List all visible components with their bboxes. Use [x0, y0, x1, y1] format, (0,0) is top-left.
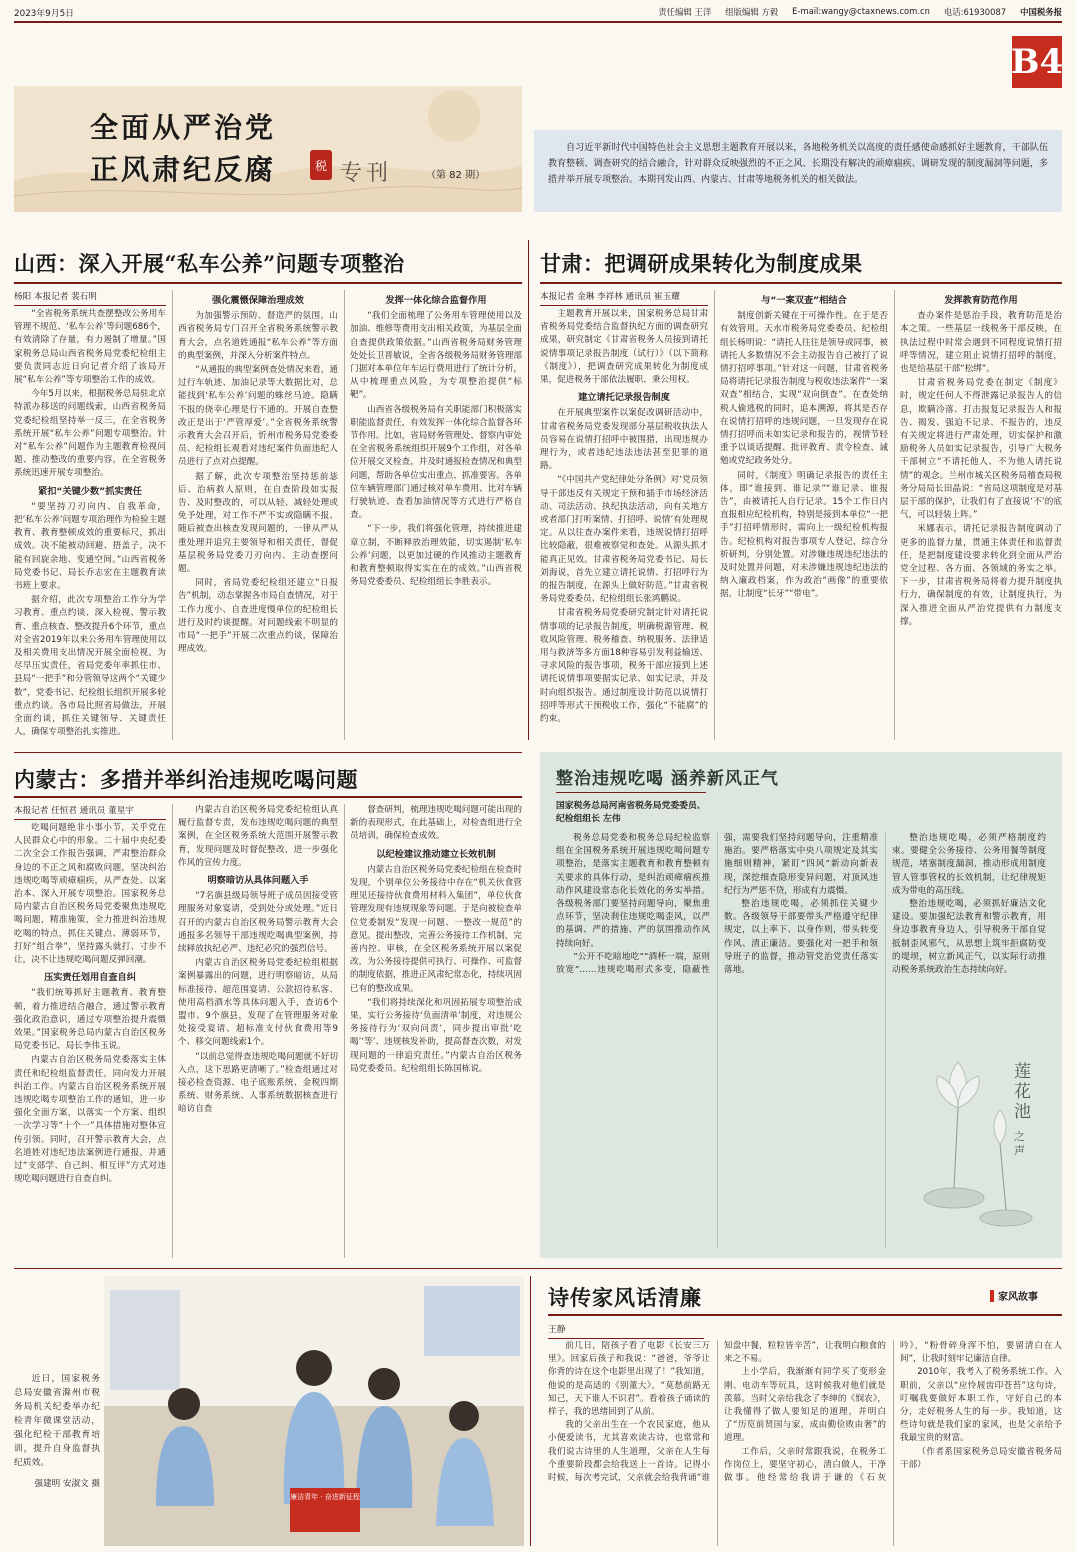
paragraph: 督查研判，梳理违规吃喝问题可能出现的新的表现形式，在此基础上，对检查组进行全员培训，确保检查成效。	[350, 805, 522, 842]
photo-sign-text: 廉洁青年 · 奋进新征程	[290, 1493, 360, 1501]
paragraph: “我们将持续深化和巩固拓展专项整治成果，实行公务接待‘负面清单’制度，对违规公务接待行为‘双向问责’，同步提出审批‘吃喝’‘等’、违规核发补助，提高督查次数，对发现问题的一律追究责任。”内蒙古自治区税务局党委委员、纪检组组长陈国栋说。	[350, 997, 522, 1074]
header-designer: 组版编辑 方毅	[725, 7, 779, 17]
paragraph: 我的父亲出生在一个农民家庭，他从小便爱读书，尤其喜欢读古诗，也常常和我们说古诗里的人生道理，父亲在人生每个重要阶段都会给我送上一首诗。记得小时候，每次考完试，父亲就会给我背诵“谁知盘中餐，粒粒皆辛苦”，让我明白粮食的来之不易。	[548, 1341, 886, 1484]
masthead-issue: （第 82 期）	[426, 170, 486, 181]
photo-caption: 近日，国家税务总局安徽省滁州市税务局机关纪委举办纪检青年微课堂活动，强化纪检干部教育培训，提升自身监督执纪质效。	[14, 1374, 100, 1468]
header-editor: 责任编辑 王洋	[658, 7, 712, 17]
subheading: 强化震慑保障治理成效	[212, 295, 304, 306]
paragraph: 吃喝问题绝非小事小节，关乎党在人民群众心中的形象。二十届中央纪委二次全会工作报告强调，严肃整治群众身边的不正之风和腐败问题，坚决纠治违规吃喝等顽瘴痼疾，从严查处、以案治本、深入开展专项整治。国家税务总局内蒙古自治区税务局党委聚焦违规吃喝问题，精准施策，全力推进纠治违规吃喝的特点，抓住关键点、薄弱环节，打好“组合拳”，坚持露头就打、寸步不让，决不让违规吃喝问题反弹回潮。	[14, 823, 166, 966]
paragraph: 内蒙古自治区税务局党委纪检组根据案例暴露出的问题，进行明察暗访，从局标准接待、超范围宴请、公款招待私客、使用高档酒水等具体问题入手，查访6个盟市、9个旗县，发现了在管理服务对象处接受宴请、超标准支付伙食费用等9个、移交问题线索1个。	[178, 958, 338, 1048]
column-box	[540, 752, 1062, 1258]
column-divider	[344, 290, 345, 740]
family-tag-label: 家风故事	[998, 1292, 1038, 1303]
gansu-col-2	[720, 290, 888, 740]
header-credits	[658, 6, 1062, 18]
gansu-title: 甘肃：把调研成果转化为制度成果	[540, 251, 863, 276]
paragraph: “下一步，我们将强化管理，持续推进建章立制，不断释放治理效能，切实遏制‘私车公养’问题，以更加过硬的作风推动主题教育和教育整顿取得实实在在的成效。”山西省税务局党委委员、纪检组组长李胜表示。	[350, 524, 522, 588]
column-byline: 国家税务总局河南省税务局党委委员、纪检组组长 左伟	[556, 801, 706, 824]
seal-icon: 税	[310, 150, 332, 180]
paragraph: “以前总觉得查违规吃喝问题就不好切入点，这下思路更清晰了。”检查组通过对接必检查资源、电子底账系统、金税四期系统、财务系统、人事系统数据核查进行暗访自查	[178, 1051, 338, 1115]
paragraph: 前几日，陪孩子看了电影《长安三万里》。回家后孩子和我说：“爸爸，爷爷让你背的诗在这个电影里出现了！”我知道，他说的是高适的《别董大》，“莫愁前路无知己，天下谁人不识君”。看着孩子诵读的样子，我的思绪回到了从前。	[548, 1341, 710, 1418]
page-number-badge: B4	[1012, 36, 1062, 88]
paragraph: “公开不吃暗地吃”“酒杯一端，原则放宽”……违规吃喝形式多变，隐蔽性强，需要我们坚持问题导向，注重精准施治。要严格落实中央八项规定及其实施细则精神，紧盯“四风”新动向新表现，深挖细查隐形变异问题，对顶风违纪行为严惩不贷，形成有力震慑。	[556, 833, 878, 976]
column-divider	[714, 290, 715, 740]
subheading: 发挥一体化综合监督作用	[385, 295, 487, 306]
neimeng-title: 内蒙古：多措并举纠治违规吃喝问题	[14, 767, 358, 792]
shanxi-byline: 杨阳 本报记者 裴石明	[14, 290, 166, 306]
column-divider	[172, 804, 173, 1258]
column-divider	[172, 290, 173, 740]
photo-caption-block	[14, 1276, 100, 1552]
section-rule	[14, 752, 522, 753]
header-paper: 中国税务报	[1020, 7, 1062, 17]
subheading: 发挥教育防范作用	[944, 295, 1018, 306]
paragraph: “7名旗县级局领导班子成员因接受管理服务对象宴请，受到处分或处理。”近日召开的内蒙古自治区税务局警示教育大会通报多名领导干部违规吃喝典型案例，持续释放执纪必严、违纪必究的强烈信号。	[178, 891, 338, 955]
masthead-title-1: 全面从严治党	[90, 111, 277, 144]
subheading: 紧扣“关键少数”抓实责任	[38, 485, 142, 497]
subheading: 以纪检建议推动建立长效机制	[376, 848, 496, 860]
neimeng-col-3	[350, 804, 522, 1258]
paragraph: 同时，《制度》明确记录报告的责任主体，即“谁接到、谁记录”“谁记录、谁报告”，由被请托人自行记录。15个工作日内直报相应纪检机构，特别是接到本单位“一把手”打招呼情形时，需向上一级纪检机构报告。纪检机构对报告事项专人登记，综合分析研判，分别处置。对涉嫌违规违纪违法的及时处置并问题，对未涉嫌违规违纪违法的纳入廉政档案，作为政治“画像”的重要依据，让制度“长牙”“带电”。	[720, 470, 888, 600]
gansu-byline: 本报记者 金琳 李祥林 通讯员 崔玉耀	[540, 290, 708, 306]
column-divider	[894, 290, 895, 740]
paragraph: （作者系国家税务总局安徽省税务局干部）	[900, 1446, 1062, 1470]
column-title: 整治违规吃喝 涵养新风正气	[556, 769, 779, 789]
paragraph: 甘肃省税务局党委在制定《制度》时，规定任何人不得泄露记录报告人的信息，欺瞒冷落、打击报复记录报告人和报告、揭发、强迫不记录、不报告的，违反有关规定将进行严肃处理，切实保护和激励税务人员如实记录报告，引导广大税务干部树立“不请托他人、不为他人请托说情”的观念。兰州市城关区税务局稽查局税务分局局长田晶说：“省局这项制度是对基层干部的保护，让我们有了直接说‘不’的底气，可以轻装上阵。”	[900, 378, 1062, 521]
paragraph: “《中国共产党纪律处分条例》对‘党员领导干部违反有关规定干预和插手市场经济活动、司法活动、执纪执法活动，向有关地方或者部门打听案情、打招呼、说情’有处理规定。从以往查办案件来看，违规说情打招呼比较隐蔽，很难被察觉和查处。从源头抓才能真正见效。甘肃省税务局党委书记、局长刘海说，首先立建立请托说情、打招呼行为的报告制度，在源头上做好防范。”甘肃省税务局党委委员、纪检组组长张鸿鹏说。	[540, 475, 708, 605]
masthead	[14, 86, 522, 212]
family-byline: 王静	[548, 1322, 704, 1339]
paragraph: 整治违规吃喝，必须抓好廉洁文化建设。要加强纪法教育和警示教育，用身边事教育身边人，引导税务干部自觉抵制歪风邪气，从思想上筑牢拒腐防变的堤坝，树立新风正气，以实际行动推动税务系统政治生态持续向好。	[892, 899, 1046, 976]
family-tag	[990, 1288, 1038, 1303]
neimeng-byline: 本报记者 任恒君 通讯员 董星宇	[14, 804, 166, 820]
paragraph: 整治违规吃喝，必须抓住关键少数。各级领导干部要带头严格遵守纪律规定，以上率下、以身作则，带头转变作风、清正廉洁。要强化对一把手和领导班子的监督，推动管党治党责任落实落地。	[724, 899, 878, 976]
masthead-title-2: 正风肃纪反腐	[90, 153, 277, 186]
paragraph: 内蒙古自治区税务局党委纪检组在检查时发现，个别单位公务接待中存在“机关伙食管理见还接待伙食费用材料入集团”，单位伙食管理发现有违规现象等问题。于是向被检查单位党委制发“发现一问题、一整改一规范”的意见。提出整改，完善公务接待工作机制，完善内控、审核，在全区税务系统开展以案促改，为公务接待提供可执行、可操作、可监督的制度依据，推进正风肃纪常态化，持续巩固已有的整改成果。	[350, 864, 522, 994]
paragraph: 同时，省局党委纪检组还建立“日报告”机制，动态掌握各市局自查情况，对于工作力度小、自查进度慢单位的纪检组长进行及时约谈提醒。对问题线索不明显的市局“一把手”开展二次重点约谈，保障治理成效。	[178, 578, 338, 655]
column-title-rule	[556, 792, 706, 793]
masthead-label: 专刊	[340, 161, 393, 186]
paragraph: 据了解，此次专项整治坚持惩前毖后、治病救人原则，在自查阶段如实报告、及时整改的，可以从轻、减轻处理或免予处理，对工作不严不实或隐瞒不报、随后被查出核查发现问题的，一律从严从重处理并追究主要领导和相关责任，督促基层税务局党委刀刃向内、主动查摆问题。	[178, 471, 338, 575]
intro-box: 自习近平新时代中国特色社会主义思想主题教育开展以来，各地税务机关以高度的责任感使命感抓好主题教育，干部队伍教育整顿、调查研究的结合融合，针对群众反映强烈的不正之风、长期没有解决的顽瘴痼疾、调研发现的制度漏洞等问题，多措并举开展专项整治。本期刊发山西、内蒙古、甘肃等地税务机关的相关做法。	[534, 130, 1062, 212]
photo-credit: 强建明 安淑文 摄	[34, 1479, 100, 1489]
photo-scene	[104, 1276, 524, 1546]
paragraph: 工作后，父亲时常跟我说，在税务工作岗位上，要坚守初心，清白做人，干净做事。他经常给我讲于谦的《石灰吟》，“粉骨碎身浑不怕，要留清白在人间”，让我时刻牢记廉洁自律。	[724, 1341, 1062, 1484]
gansu-col-3	[900, 290, 1062, 740]
header-phone: 电话:61930087	[943, 7, 1007, 17]
shanxi-title: 山西：深入开展“私车公养”问题专项整治	[14, 251, 405, 276]
page-header	[14, 5, 1062, 19]
paragraph: 在开展典型案件以案促改调研活动中，甘肃省税务局党委发现部分基层税收执法人员容易在说情打招呼中被围猎，出现违规办理行为，或者违纪违法违法甚至犯罪的道路。	[540, 408, 708, 472]
lotus-art	[914, 1048, 1048, 1252]
neimeng-title-rule	[14, 796, 522, 798]
paragraph: 内蒙古自治区税务局党委落实主体责任和纪检组监督责任，同向发力开展纠治工作。内蒙古自治区税务系统开展违规吃喝专项整治工作的通知，进一步强化全面方案，以落实一个方案、组织一次学习等“十个一”具体措施对整体宣传引领。同时，召开警示教育大会，点名道姓对违纪违法案例进行通报，并通过“支部学、自己纠、相互评”方式对违规吃喝问题进行自查自纠。	[14, 1055, 166, 1185]
paragraph: “我们统筹抓好主题教育、教育整顿，着力推进结合融合，通过警示教育强化政治意识，通过专项整治提升震慑效果。”国家税务总局内蒙古自治区税务局党委书记、局长李伟玉说。	[14, 988, 166, 1052]
paragraph: 米娜表示，请托记录报告制度调动了更多的监督力量，贯通主体责任和监督责任，是把制度建设要求转化到全面从严治党全过程、各方面、各领域的务实之举。下一步，甘肃省税务局将着力提升制度执行力，确保制度的有效，让制度执行，为深入推进全面从严治党提供有力制度支撑。	[900, 524, 1062, 627]
lotus-art-title: 莲花池	[1014, 1062, 1031, 1122]
paragraph: 主题教育开展以来，国家税务总局甘肃省税务局党委结合监督执纪方面的调查研究成果，研究制定《甘肃省税务人员接到请托说情事项记录报告制度（试行）》（以下简称《制度》），把调查研究成果转化为制度成果，促进税务干部依法履职、秉公用权。	[540, 309, 708, 386]
header-rule	[14, 21, 1062, 23]
family-body	[548, 1340, 1062, 1546]
gansu-col-1	[540, 308, 708, 740]
paragraph: 今年5月以来，根据税务总局驻北京特派办移送的问题线索，山西省税务局党委纪检组坚持举一反三，在全省税务系统开展“私车公养”问题专项整治。针对“私车公养”问题作为主题教育检视问题、推动整改的重要内容，在全省税务系统迅速开展专项整治。	[14, 389, 166, 479]
subheading: 压实责任划用自查自纠	[44, 972, 136, 984]
paragraph: 山西省各级税务局有关职能部门积极落实职能监督责任，有效发挥一体化综合监督各环节作用。比如，省局财务管理处、督察内审处在全省税务系统组织开展9个工作组，对各单位开展交叉检查，并及时通报检查情况和典型问题，帮助各单位实出重点、抓准要害。各单位车辆管理部门通过核对单车费用、比对车辆行驶轨迹、查看加油情况等方式进行严格自查。	[350, 404, 522, 521]
neimeng-col-1	[14, 822, 166, 1258]
paragraph: 税务总局党委和税务总局纪检监察组在全国税务系统开展违规吃喝问题专项整治，是落实主题教育和教育整顿有关要求的具体行动，是纠治顽瘴痼疾推动作风建设常态化长效化的务实举措。各级税务部门要坚持问题导向，聚焦重点环节，坚决刹住违规吃喝歪风，以严的基调、严的措施、严的氛围推动作风持续向好。	[556, 833, 710, 949]
paragraph: “全省税务系统共查摆整改公务用车管理不规范、‘私车公养’等问题686个，有效清除了存量，有力遏制了增量。”国家税务总局山西省税务局党委纪检组主要负责同志近日向记者介绍了该局开展“私车公养”等专项整治工作的成效。	[14, 309, 166, 386]
column-divider	[344, 804, 345, 1258]
lotus-art-sub: 之声	[1014, 1130, 1025, 1157]
family-title: 诗传家风话清廉	[548, 1285, 702, 1310]
paragraph: 甘肃省税务局党委研究制定针对请托说情事项的记录报告制度，明确税源管理、税收风险管理、税务稽查、纳税服务、法律适用与救济等多方面18种容易引发利益输送、寻求风险的报告事项，税务干部应接到上述请托说情事项要据实记录、如实记录，并及时向组织报告。通过制度设计防范以说情打招呼等形式干预税收工作，强化“不能腐”的约束。	[540, 608, 708, 725]
subheading: 明察暗访从具体问题入手	[207, 875, 309, 887]
header-email: E-mail:wangy@ctaxnews.com.cn	[792, 6, 930, 16]
paragraph: 查办案件是惩治手段，教育防范是治本之策。一些基层一线税务干部反映，在执法过程中时常会遇到不同程度说情打招呼等情况，建立阻止说情打招呼的制度，也是给基层干部“松绑”。	[900, 311, 1062, 375]
shanxi-col-2	[178, 290, 338, 740]
family-title-rule	[548, 1314, 1062, 1316]
paragraph: 制度创新关键在于可操作性。在于是否有效管用。天水市税务局党委委员、纪检组组长杨明说：“请托人往往是领导或同事，被请托人多数情况不会主动报告自己被打了说情打招呼事项。”针对这一问题，甘肃省税务局将请托记录报告制度与税收违法案件“一案双查”相结合，实现“双向倒查”。在查处纳税人偷逃税的同时，追本溯源，将其是否存在说情打招呼的违规问题，一旦发现存在说情打招呼而未如实记录和报告的，视情节轻重予以谈话提醒、批评教育、责令检查、诫勉或党纪政务处分。	[720, 311, 888, 467]
paragraph: “我们全面梳理了公务用车管理使用以及加油、维修等费用支出相关政策，为基层全面自查提供政策依据。”山西省税务局财务管理处处长卫晋敏说，全省各级税务局财务管理部门据对本单位年车运行费用进行了统计分析，从中梳理重点风险，为专项整治提供“标靶”。	[350, 311, 522, 401]
tag-bar-icon	[990, 1290, 994, 1302]
neimeng-col-2	[178, 804, 338, 1258]
paragraph: “要坚持刀刃向内、自我革命，把‘私车公养’问题专项治理作为检验主题教育、教育整顿成效的重要标尺，抓出成效。决不能被动回避、捂盖子，决不能有回旋余地、变通空间。”山西省税务局党委书记、局长乔志宏在主题教育读书班上要求。	[14, 501, 166, 592]
paragraph: “从通报的典型案例查处情况来看，通过行车轨迹、加油记录等大数据比对，总能找到‘私车公养’问题的蛛丝马迹。隐瞒不报的侥幸心理是行不通的。开展自查整改正是出于‘严管厚爱’。”全省税务系统警示教育大会召开后，忻州市税务局党委委员、纪检组长观看对违纪案件负面违纪人员进行了点对点提醒。	[178, 365, 338, 468]
gansu-title-rule	[540, 282, 1062, 284]
subheading: 与“一案双查”相结合	[761, 295, 847, 306]
subheading: 建立请托记录报告制度	[578, 392, 670, 404]
section-divider	[528, 240, 529, 740]
paragraph: 为加强警示预防、督造严的氛围，山西省税务局专门召开全省税务系统警示教育大会，点名道姓通报“私车公养”等方面的典型案例，并深入分析案件特点。	[178, 311, 338, 361]
paragraph: 内蒙古自治区税务局党委纪检组认真履行监督专责，发布违规吃喝问题的典型案例，在全区税务系统大范围开展警示教育，发现问题及时督促整改，进一步强化作风的宣传力度。	[178, 805, 338, 868]
paragraph: 上小学后，我渐渐有同学买了变形金刚、电动车等玩具，这时候我对他们就是羡慕。当时父亲给我念了李绅的《悯农》，让我懂得了做人要知足的道理，并明白了“历览前贤国与家，成由勤俭败由奢”的道理。	[724, 1367, 886, 1444]
section-rule	[14, 1268, 1062, 1269]
shanxi-col-3	[350, 290, 522, 740]
paragraph: 据介绍，此次专项整治工作分为学习教育、重点约谈、深入检视、警示教育、重点核查、整改提升6个环节，重点对全省2019年以来公务用车管理使用以及相关费用支出情况开展全面检视。为尽早压实责任，省局党委年率抓住市、县局“一把手”和分管领导这两个“关键少数”，党委书记、纪检组长组织开展多轮重点约谈。各市局比照省局做法，开展全面约谈，抓住关键领导、关键责任人，确保专项整治扎实推进。	[14, 595, 166, 738]
header-date: 2023年9月5日	[14, 8, 74, 19]
paragraph: 2010年，我考入了税务系统工作。入职前，父亲以“应怜屐齿印苍苔”这句诗，叮嘱我要做好本职工作，守好自己的本分，走好税务人生的每一步。我知道，这些诗句就是我们家的家风，也是父亲给予我最宝贵的财富。	[900, 1367, 1062, 1444]
paragraph: 整治违规吃喝，必须严格制度约束。要健全公务接待、公务用餐等制度规范，堵塞制度漏洞，推动形成用制度管人管事管权的长效机制，让纪律规矩成为带电的高压线。	[892, 833, 1046, 896]
section-divider	[530, 1276, 531, 1546]
shanxi-title-rule	[14, 282, 522, 284]
shanxi-col-1	[14, 308, 166, 740]
